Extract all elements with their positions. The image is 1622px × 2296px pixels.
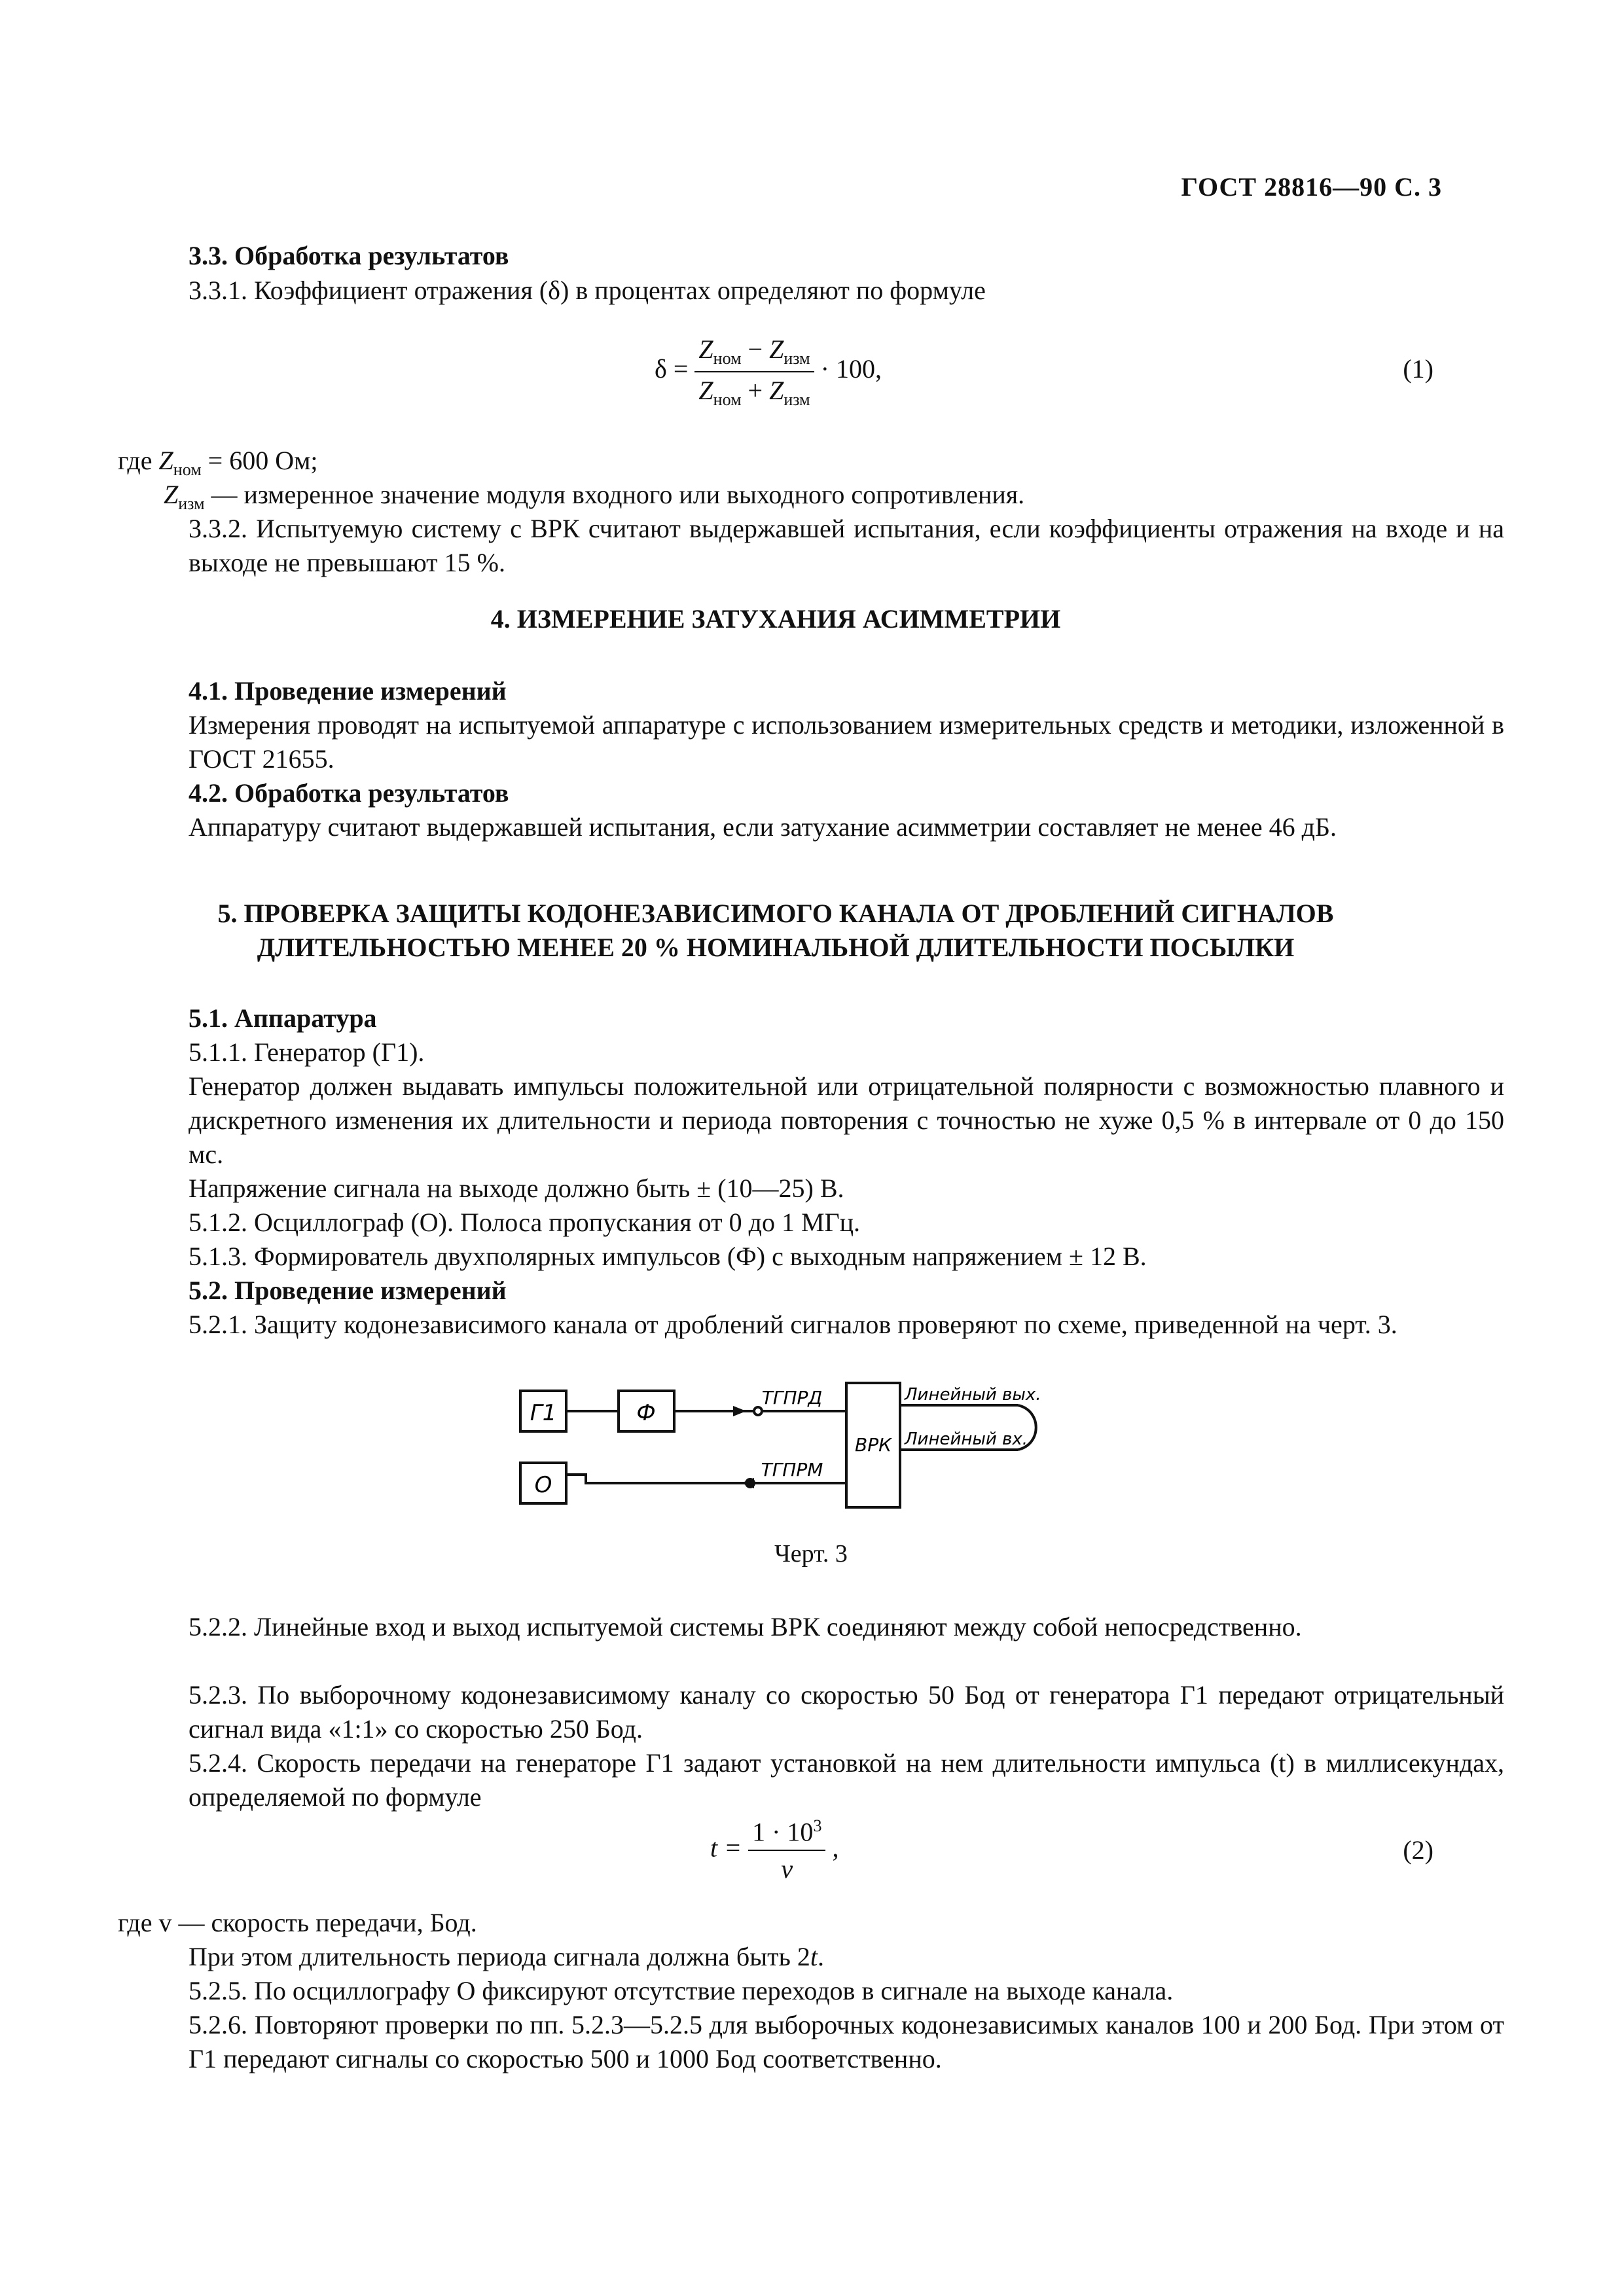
heading-4-2: 4.2. Обработка результатов (189, 778, 509, 808)
page-header: ГОСТ 28816—90 С. 3 (1181, 172, 1442, 202)
figure-caption: Черт. 3 (774, 1540, 848, 1568)
schematic-diagram (511, 1371, 1067, 1522)
line-in-label: Линейный вх. (905, 1429, 1028, 1449)
paragraph-5-2-3: 5.2.3. По выборочному кодонезависимому каналу со скоростью 50 Бод от генератора Г1 передают отрицательный сигнал вида «1:1» со скоростью 250 Бод. (189, 1680, 1504, 1744)
heading-5-1: 5.1. Аппаратура (189, 1003, 377, 1033)
paragraph-5-2-2: 5.2.2. Линейные вход и выход испытуемой системы ВРК соединяют между собой непосредственно. (189, 1612, 1302, 1641)
tgprd-label: ТГПРД (761, 1387, 823, 1408)
paragraph-4-1: Измерения проводят на испытуемой аппаратуре с использованием измерительных средств и методики, изложенной в ГОСТ 21655. (189, 710, 1504, 774)
paragraph-3-3-1: 3.3.1. Коэффициент отражения (δ) в процентах определяют по формуле (189, 276, 986, 305)
wire-tgprm-o (566, 1475, 746, 1483)
equation-number-2: (2) (1403, 1835, 1433, 1865)
terminal-tgprd (754, 1407, 762, 1415)
paragraph-5-1-1: 5.1.1. Генератор (Г1). (189, 1037, 425, 1067)
f-label: Ф (636, 1400, 656, 1426)
formula-1 (655, 334, 882, 410)
formula-2 (710, 1816, 838, 1884)
paragraph-5-1-3: 5.1.3. Формирователь двухполярных импульсов (Ф) с выходным напряжением ± 12 В. (189, 1242, 1147, 1271)
where-zizm: $Z_{изм}$ — измеренное значение модуля входного или выходного сопротивления. (164, 480, 1025, 513)
arrow-to-tgprd (733, 1406, 746, 1416)
section-5-title-line-2: ДЛИТЕЛЬНОСТЬЮ МЕНЕЕ 20 % НОМИНАЛЬНОЙ ДЛИТЕЛЬНОСТИ ПОСЫЛКИ (257, 933, 1295, 962)
formula-1-lhs: δ = (655, 354, 689, 384)
equation-number-1: (1) (1403, 354, 1433, 384)
line-out-label: Линейный вых. (905, 1385, 1041, 1405)
paragraph-5-2-4: 5.2.4. Скорость передачи на генераторе Г1 задают установкой на нем длительности импульса (t) в миллисекундах, определяемой по формуле (189, 1748, 1504, 1812)
heading-4-1: 4.1. Проведение измерений (189, 676, 507, 706)
heading-5-2: 5.2. Проведение измерений (189, 1276, 507, 1305)
tgprm-label: ТГПРМ (761, 1459, 823, 1480)
paragraph-period: При этом длительность периода сигнала должна быть 2t. (189, 1942, 824, 1971)
o-label: О (534, 1472, 552, 1498)
g1-label: Г1 (530, 1400, 557, 1426)
formula-2-fraction: $\frac{1 \cdot 10^3}{v}$ (748, 1816, 825, 1884)
section-5-title-line-1: 5. ПРОВЕРКА ЗАЩИТЫ КОДОНЕЗАВИСИМОГО КАНАЛА ОТ ДРОБЛЕНИЙ СИГНАЛОВ (217, 899, 1334, 928)
formula-2-lhs: t = (710, 1833, 742, 1863)
paragraph-5-2-6: 5.2.6. Повторяют проверки по пп. 5.2.3—5.2.5 для выборочных кодонезависимых каналов 100 и 200 Бод. При этом от Г1 передают сигналы со скоростью 500 и 1000 Бод соответственно. (189, 2010, 1504, 2073)
paragraph-3-3-2: 3.3.2. Испытуемую систему с ВРК считают выдержавшей испытания, если коэффициенты отражения на входе и на выходе не превышают 15 %. (189, 514, 1504, 577)
paragraph-5-2-5: 5.2.5. По осциллографу О фиксируют отсутствие переходов в сигнале на выходе канала. (189, 1976, 1174, 2005)
paragraph-5-2-1: 5.2.1. Защиту кодонезависимого канала от дроблений сигналов проверяют по схеме, приведенной на черт. 3. (189, 1310, 1397, 1339)
paragraph-5-1-1-generator: Генератор должен выдавать импульсы положительной или отрицательной полярности с возможностью плавного и дискретного изменения их длительности и периода повторения с точностью не хуже 0,5 % в интервале от 0 до 150 мс. (189, 1071, 1504, 1169)
vrk-label: ВРК (855, 1434, 892, 1456)
formula-2-rhs: , (832, 1833, 839, 1863)
paragraph-4-2: Аппаратуру считают выдержавшей испытания, если затухание асимметрии составляет не менее 46 дБ. (189, 812, 1337, 842)
formula-1-fraction: $\frac{Z_{ном} - Z_{изм}}{Z_{ном} + Z_{изм}}$ (694, 334, 814, 410)
where-v: где v — скорость передачи, Бод. (118, 1908, 477, 1937)
heading-3-3: 3.3. Обработка результатов (189, 241, 509, 270)
formula-1-rhs: · 100, (820, 354, 882, 384)
paragraph-5-1-1-voltage: Напряжение сигнала на выходе должно быть ± (10—25) В. (189, 1174, 844, 1203)
paragraph-5-1-2: 5.1.2. Осциллограф (О). Полоса пропускания от 0 до 1 МГц. (189, 1208, 861, 1237)
where-znom: где $Z_{ном} = 600$ Ом; (118, 446, 318, 479)
section-4-title: 4. ИЗМЕРЕНИЕ ЗАТУХАНИЯ АСИММЕТРИИ (490, 604, 1061, 634)
